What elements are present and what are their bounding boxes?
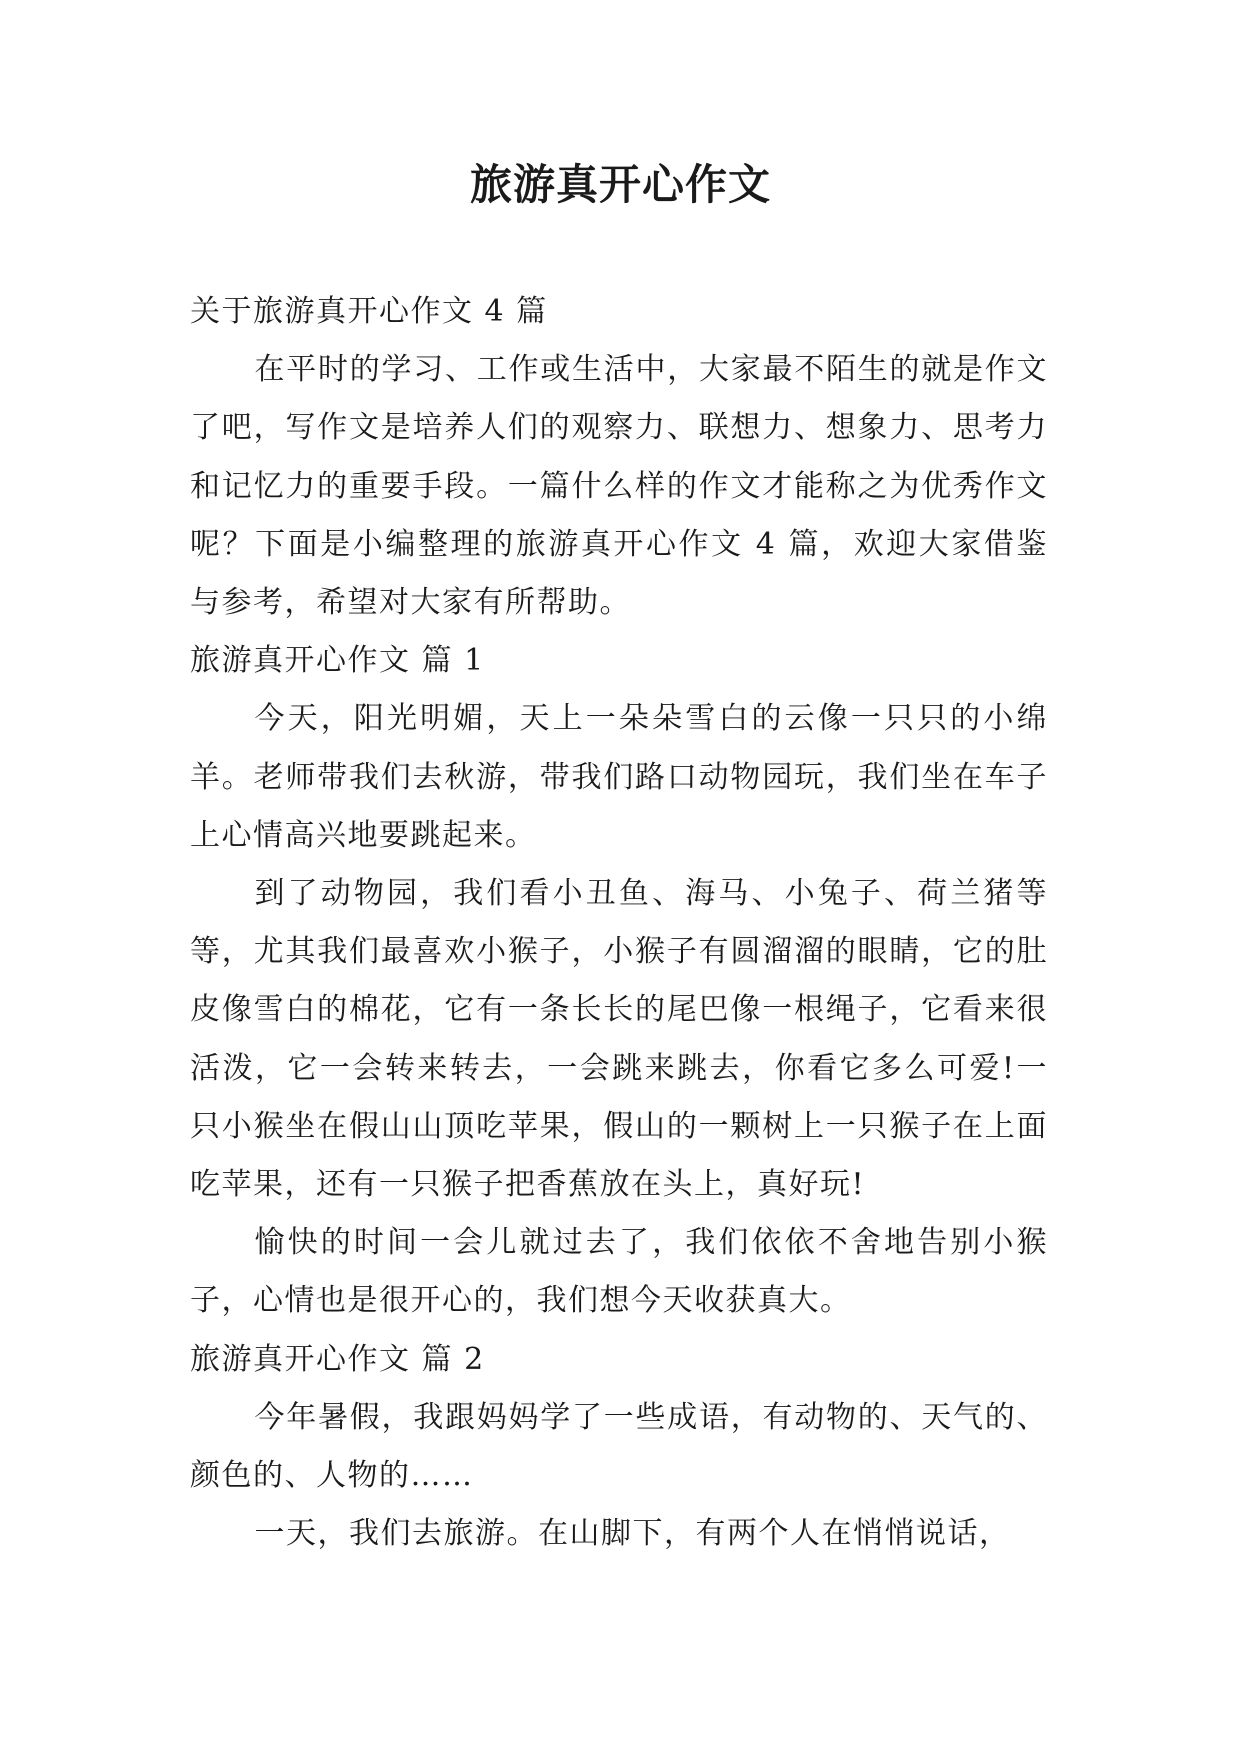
section-paragraph: 愉快的时间一会儿就过去了，我们依依不舍地告别小猴子，心情也是很开心的，我们想今天收获真大。: [190, 1225, 1048, 1319]
document-subtitle: 关于旅游真开心作文 4 篇: [190, 294, 548, 329]
section-paragraph: 一天，我们去旅游。在山脚下，有两个人在悄悄说话，: [254, 1516, 1011, 1552]
section-heading: 旅游真开心作文 篇 1: [190, 643, 485, 679]
section-paragraph: 今天，阳光明媚，天上一朵朵雪白的云像一只只的小绵羊。老师带我们去秋游，带我们路口动物园玩，我们坐在车子上心情高兴地要跳起来。: [190, 701, 1048, 853]
section-paragraph: 今年暑假，我跟妈妈学了一些成语，有动物的、天气的、颜色的、人物的……: [190, 1399, 1048, 1494]
document-title: 旅游真开心作文: [469, 160, 771, 209]
intro-paragraph: 在平时的学习、工作或生活中，大家最不陌生的就是作文了吧，写作文是培养人们的观察力、联想力、想象力、思考力和记忆力的重要手段。一篇什么样的作文才能称之为优秀作文呢？下面是小编整理的旅游真开心作文 4 篇，欢迎大家借鉴与参考，希望对大家有所帮助。: [190, 352, 1048, 621]
section-paragraph: 到了动物园，我们看小丑鱼、海马、小兔子、荷兰猪等等，尤其我们最喜欢小猴子，小猴子有圆溜溜的眼睛，它的肚皮像雪白的棉花，它有一条长长的尾巴像一根绳子，它看来很活泼，它一会转来转去，一会跳来跳去，你看它多么可爱!一只小猴坐在假山山顶吃苹果，假山的一颗树上一只猴子在上面吃苹果，还有一只猴子把香蕉放在头上，真好玩!: [190, 876, 1048, 1203]
document-body: [190, 283, 1048, 1563]
section-heading: 旅游真开心作文 篇 2: [190, 1341, 485, 1377]
